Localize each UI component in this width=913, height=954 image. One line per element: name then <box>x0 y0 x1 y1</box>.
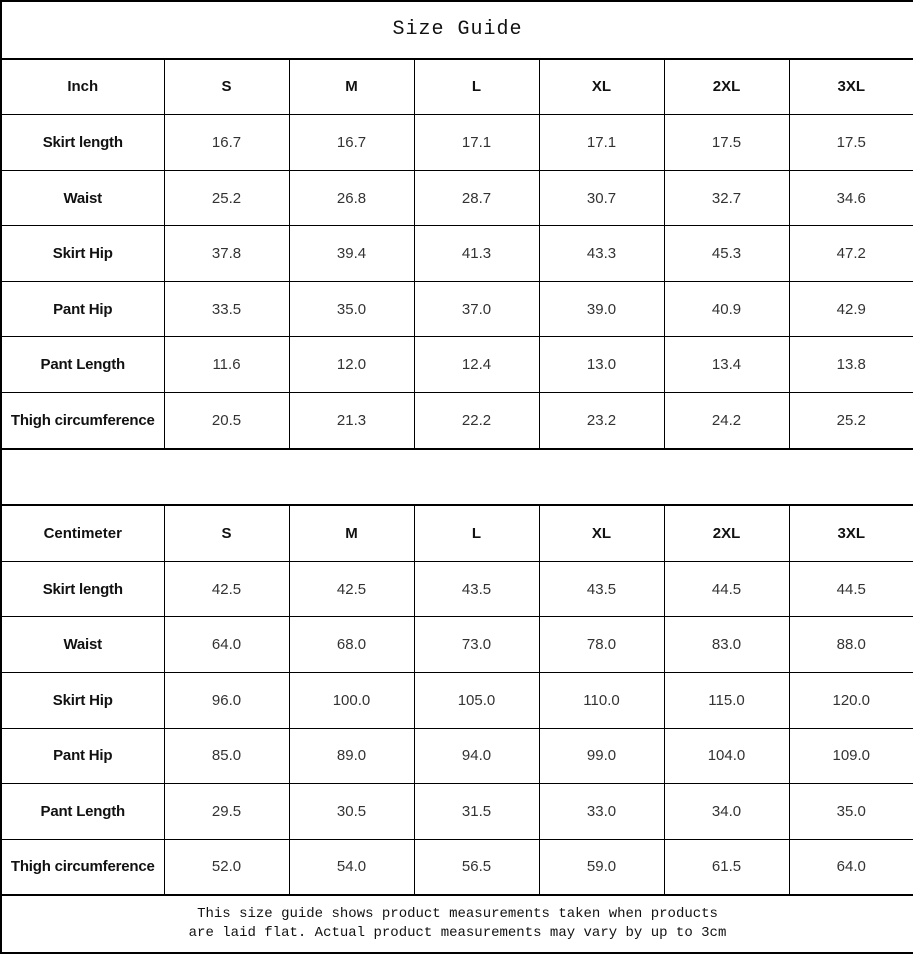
value-cell: 104.0 <box>664 728 789 784</box>
value-cell: 37.8 <box>164 226 289 282</box>
table-row <box>1 337 913 393</box>
value-cell: 39.0 <box>539 281 664 337</box>
value-cell: 25.2 <box>164 170 289 226</box>
footer-row <box>1 895 913 953</box>
value-cell: 12.0 <box>289 337 414 393</box>
row-label: Pant Hip <box>1 281 164 337</box>
value-cell: 22.2 <box>414 393 539 449</box>
unit-header-inch: Inch <box>1 59 164 115</box>
footer-note-line2: are laid flat. Actual product measurements may vary by up to 3cm <box>188 925 727 942</box>
table-row <box>1 115 913 171</box>
value-cell: 23.2 <box>539 393 664 449</box>
value-cell: 64.0 <box>789 839 913 895</box>
value-cell: 96.0 <box>164 672 289 728</box>
value-cell: 37.0 <box>414 281 539 337</box>
value-cell: 52.0 <box>164 839 289 895</box>
table-row <box>1 170 913 226</box>
size-header: M <box>289 505 414 561</box>
value-cell: 54.0 <box>289 839 414 895</box>
unit-header-centimeter: Centimeter <box>1 505 164 561</box>
value-cell: 28.7 <box>414 170 539 226</box>
value-cell: 39.4 <box>289 226 414 282</box>
value-cell: 42.5 <box>164 561 289 617</box>
size-header: 2XL <box>664 505 789 561</box>
size-header: L <box>414 505 539 561</box>
value-cell: 44.5 <box>789 561 913 617</box>
row-label: Skirt length <box>1 115 164 171</box>
value-cell: 30.5 <box>289 784 414 840</box>
value-cell: 42.9 <box>789 281 913 337</box>
spacer-cell <box>1 449 913 506</box>
row-label: Skirt Hip <box>1 672 164 728</box>
centimeter-header-row <box>1 505 913 561</box>
row-label: Waist <box>1 617 164 673</box>
value-cell: 59.0 <box>539 839 664 895</box>
value-cell: 20.5 <box>164 393 289 449</box>
footer-note <box>1 895 913 953</box>
size-header: 2XL <box>664 59 789 115</box>
value-cell: 29.5 <box>164 784 289 840</box>
value-cell: 89.0 <box>289 728 414 784</box>
value-cell: 30.7 <box>539 170 664 226</box>
size-header: S <box>164 59 289 115</box>
value-cell: 99.0 <box>539 728 664 784</box>
inch-header-row <box>1 59 913 115</box>
value-cell: 33.5 <box>164 281 289 337</box>
value-cell: 34.6 <box>789 170 913 226</box>
footer-note-line1: This size guide shows product measurements taken when products <box>197 906 718 923</box>
value-cell: 13.4 <box>664 337 789 393</box>
row-label: Pant Length <box>1 784 164 840</box>
page-title: Size Guide <box>1 1 913 59</box>
value-cell: 34.0 <box>664 784 789 840</box>
value-cell: 35.0 <box>289 281 414 337</box>
value-cell: 13.8 <box>789 337 913 393</box>
value-cell: 11.6 <box>164 337 289 393</box>
value-cell: 16.7 <box>289 115 414 171</box>
value-cell: 43.3 <box>539 226 664 282</box>
value-cell: 120.0 <box>789 672 913 728</box>
row-label: Waist <box>1 170 164 226</box>
value-cell: 105.0 <box>414 672 539 728</box>
value-cell: 110.0 <box>539 672 664 728</box>
value-cell: 12.4 <box>414 337 539 393</box>
value-cell: 32.7 <box>664 170 789 226</box>
spacer-row <box>1 449 913 506</box>
value-cell: 83.0 <box>664 617 789 673</box>
size-header: L <box>414 59 539 115</box>
size-header: 3XL <box>789 59 913 115</box>
value-cell: 68.0 <box>289 617 414 673</box>
value-cell: 64.0 <box>164 617 289 673</box>
value-cell: 100.0 <box>289 672 414 728</box>
table-row <box>1 617 913 673</box>
value-cell: 17.1 <box>539 115 664 171</box>
value-cell: 26.8 <box>289 170 414 226</box>
value-cell: 17.5 <box>664 115 789 171</box>
table-row <box>1 561 913 617</box>
value-cell: 94.0 <box>414 728 539 784</box>
value-cell: 45.3 <box>664 226 789 282</box>
row-label: Thigh circumference <box>1 839 164 895</box>
row-label: Skirt length <box>1 561 164 617</box>
table-row <box>1 672 913 728</box>
value-cell: 56.5 <box>414 839 539 895</box>
value-cell: 31.5 <box>414 784 539 840</box>
row-label: Pant Length <box>1 337 164 393</box>
table-row <box>1 784 913 840</box>
value-cell: 61.5 <box>664 839 789 895</box>
value-cell: 115.0 <box>664 672 789 728</box>
table-row <box>1 728 913 784</box>
value-cell: 17.1 <box>414 115 539 171</box>
size-header: S <box>164 505 289 561</box>
row-label: Skirt Hip <box>1 226 164 282</box>
value-cell: 41.3 <box>414 226 539 282</box>
value-cell: 43.5 <box>414 561 539 617</box>
table-row <box>1 839 913 895</box>
table-row <box>1 281 913 337</box>
value-cell: 42.5 <box>289 561 414 617</box>
value-cell: 73.0 <box>414 617 539 673</box>
value-cell: 47.2 <box>789 226 913 282</box>
table-row <box>1 226 913 282</box>
value-cell: 13.0 <box>539 337 664 393</box>
value-cell: 21.3 <box>289 393 414 449</box>
row-label: Pant Hip <box>1 728 164 784</box>
table-row <box>1 393 913 449</box>
value-cell: 40.9 <box>664 281 789 337</box>
size-header: M <box>289 59 414 115</box>
size-header: 3XL <box>789 505 913 561</box>
value-cell: 25.2 <box>789 393 913 449</box>
value-cell: 33.0 <box>539 784 664 840</box>
row-label: Thigh circumference <box>1 393 164 449</box>
value-cell: 43.5 <box>539 561 664 617</box>
value-cell: 88.0 <box>789 617 913 673</box>
title-row <box>1 1 913 59</box>
value-cell: 24.2 <box>664 393 789 449</box>
value-cell: 16.7 <box>164 115 289 171</box>
size-header: XL <box>539 59 664 115</box>
value-cell: 44.5 <box>664 561 789 617</box>
value-cell: 78.0 <box>539 617 664 673</box>
value-cell: 85.0 <box>164 728 289 784</box>
size-header: XL <box>539 505 664 561</box>
value-cell: 35.0 <box>789 784 913 840</box>
value-cell: 17.5 <box>789 115 913 171</box>
value-cell: 109.0 <box>789 728 913 784</box>
